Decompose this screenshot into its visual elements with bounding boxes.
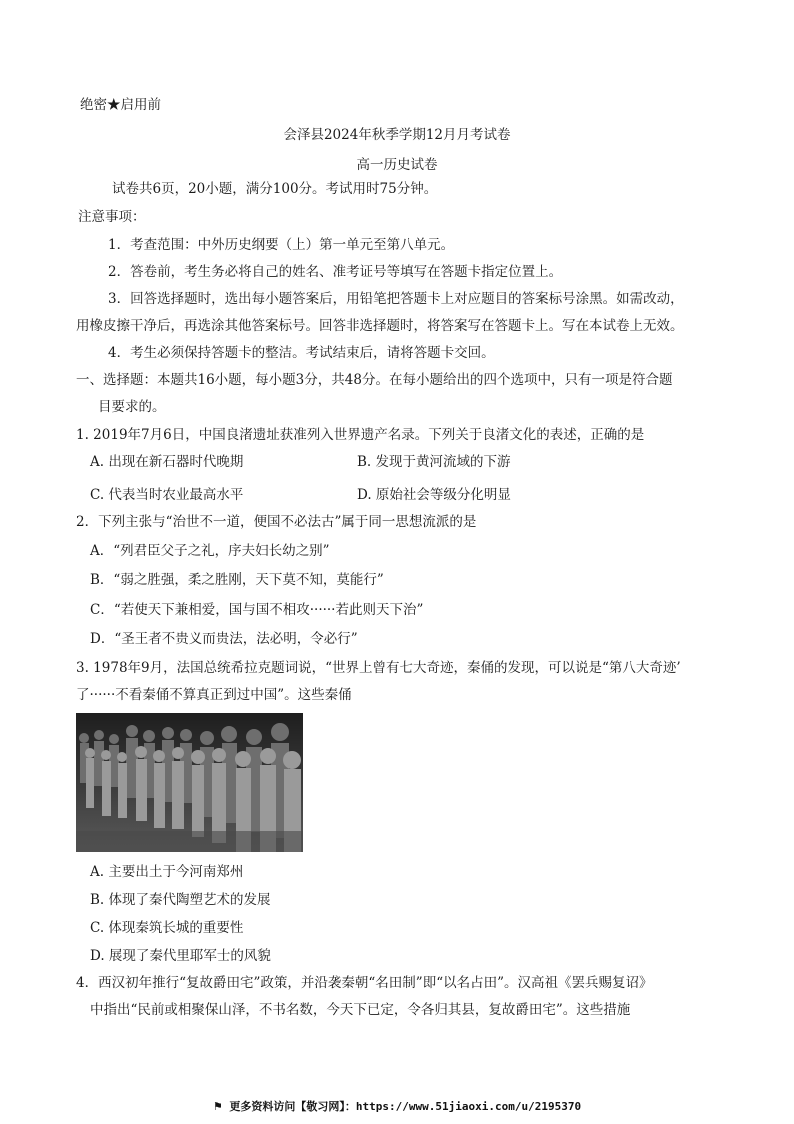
q1-option-a: A. 出现在新石器时代晚期	[90, 454, 244, 470]
question-4-stem-cont: 中指出“民前或相聚保山泽，不书名数，今天下已定，令各归其县，复故爵田宅”。这些措施	[90, 1002, 631, 1018]
exam-title: 会泽县2024年秋季学期12月月考试卷	[283, 127, 511, 143]
q3-option-d: D. 展现了秦代里耶军士的风貌	[90, 948, 271, 964]
q2-option-d: D．“圣王者不贵义而贵法，法必明，令必行”	[90, 631, 358, 647]
flag-icon: ⚑	[212, 1100, 223, 1113]
question-3-stem: 3. 1978年9月，法国总统希拉克题词说，“世界上曾有七大奇迹，秦俑的发现，可以说是“第八大奇迹’	[76, 660, 681, 676]
footer-text[interactable]: 更多资料访问【敬习网】：https://www.51jiaoxi.com/u/2195370	[229, 1100, 582, 1113]
question-1-stem: 1. 2019年7月6日，中国良渚遗址获准列入世界遗产名录。下列关于良渚文化的表述，正确的是	[76, 427, 645, 443]
notice-item: 1．考查范围：中外历史纲要（上）第一单元至第八单元。	[108, 237, 455, 253]
question-2-stem: 2．下列主张与“治世不一道，便国不必法古”属于同一思想流派的是	[76, 514, 477, 530]
footer-link[interactable]	[0, 1100, 794, 1114]
notice-item: 3．回答选择题时，选出每小题答案后，用铅笔把答题卡上对应题目的答案标号涂黑。如需改动，	[108, 291, 684, 307]
notice-item: 用橡皮擦干净后，再选涂其他答案标号。回答非选择题时，将答案写在答题卡上。写在本试卷上无效。	[76, 318, 684, 334]
section-heading-cont: 目要求的。	[98, 399, 166, 415]
q3-option-b: B. 体现了秦代陶塑艺术的发展	[90, 892, 271, 908]
q3-option-c: C. 体现秦筑长城的重要性	[90, 920, 244, 936]
q2-option-a: A．“列君臣父子之礼，序夫妇长幼之别”	[90, 543, 330, 559]
notice-item: 4．考生必须保持答题卡的整洁。考试结束后，请将答题卡交回。	[108, 345, 495, 361]
q2-option-c: C．“若使天下兼相爱，国与国不相攻······若此则天下治”	[90, 602, 424, 618]
q1-option-b: B. 发现于黄河流域的下游	[357, 454, 511, 470]
q3-option-a: A. 主要出土于今河南郑州	[90, 864, 244, 880]
notice-item: 2．答卷前，考生务必将自己的姓名、准考证号等填写在答题卡指定位置上。	[108, 264, 563, 280]
exam-intro: 试卷共6页，20小题，满分100分。考试用时75分钟。	[112, 181, 438, 197]
exam-subtitle: 高一历史试卷	[356, 157, 438, 173]
question-3-stem-cont: 了······不看秦俑不算真正到过中国”。这些秦俑	[76, 687, 352, 703]
q1-option-d: D. 原始社会等级分化明显	[357, 487, 511, 503]
q2-option-b: B．“弱之胜强，柔之胜刚，天下莫不知，莫能行”	[90, 572, 384, 588]
confidential-label: 绝密★启用前	[80, 97, 161, 113]
q1-option-c: C. 代表当时农业最高水平	[90, 487, 244, 503]
terracotta-warriors-photo	[76, 713, 303, 852]
question-4-stem: 4．西汉初年推行“复故爵田宅”政策，并沿袭秦朝“名田制”即“以名占田”。汉高祖《罢兵赐复诏》	[76, 975, 653, 991]
notice-heading: 注意事项：	[78, 209, 146, 225]
section-heading: 一、选择题：本题共16小题，每小题3分，共48分。在每小题给出的四个选项中，只有一项是符合题	[76, 372, 673, 388]
